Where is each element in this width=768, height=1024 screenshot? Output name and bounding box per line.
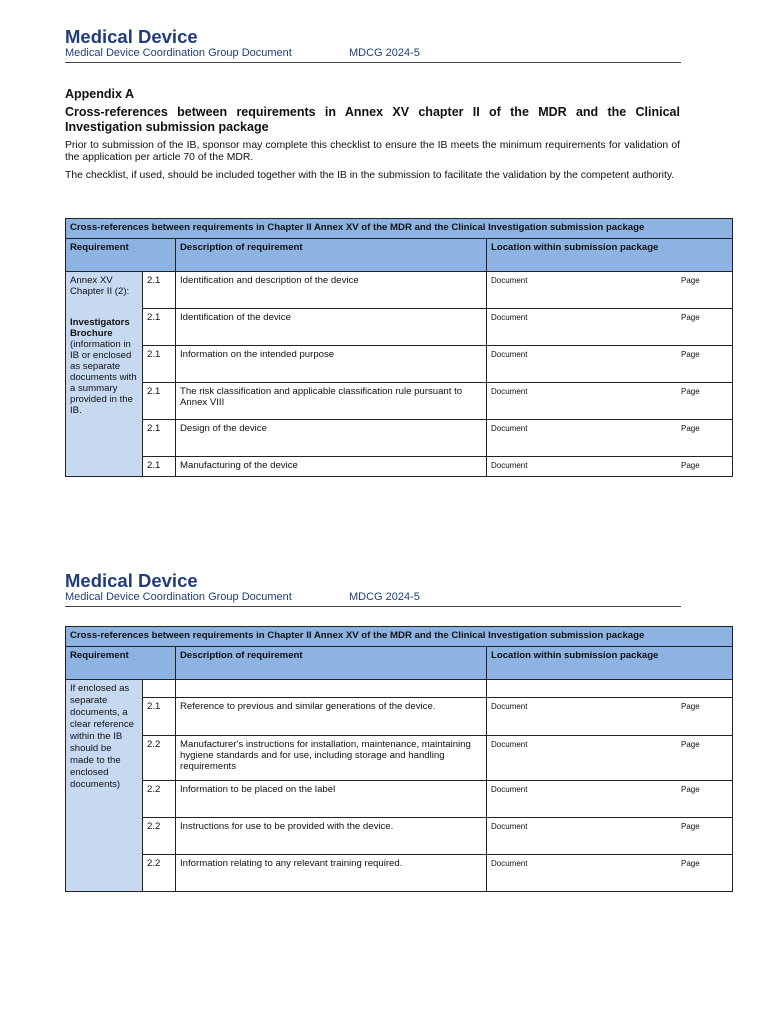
brand-title: Medical Device <box>65 26 198 47</box>
page-label: Page <box>681 702 700 711</box>
location-cell[interactable] <box>487 680 733 698</box>
requirement-description: The risk classification and applicable classification rule pursuant to Annex VIII <box>176 383 487 420</box>
appendix-label: Appendix A <box>65 87 134 101</box>
requirement-description: Instructions for use to be provided with the device. <box>176 818 487 855</box>
table-caption: Cross-references between requirements in Chapter II Annex XV of the MDR and the Clinical Investigation submission package <box>66 219 733 239</box>
annex-reference: Annex XV Chapter II (2): <box>70 275 130 297</box>
table-row <box>66 346 733 383</box>
header-subtitle: Medical Device Coordination Group Document <box>65 591 292 603</box>
document-label: Document <box>491 822 528 831</box>
page-label: Page <box>681 313 700 322</box>
location-cell[interactable] <box>487 736 733 781</box>
header-subline <box>65 591 681 603</box>
document-label: Document <box>491 276 528 285</box>
requirement-number: 2.2 <box>143 818 176 855</box>
page-label: Page <box>681 859 700 868</box>
col-requirement: Requirement <box>66 239 176 272</box>
requirement-description: Reference to previous and similar generations of the device. <box>176 698 487 736</box>
requirement-side-cell: If enclosed as separate documents, a clear reference within the IB should be made to the enclosed documents) <box>66 680 143 892</box>
col-description: Description of requirement <box>176 647 487 680</box>
location-cell[interactable] <box>487 781 733 818</box>
document-label: Document <box>491 313 528 322</box>
table-row <box>66 818 733 855</box>
location-cell[interactable] <box>487 818 733 855</box>
document-label: Document <box>491 740 528 749</box>
requirement-description <box>176 680 487 698</box>
requirement-number: 2.1 <box>143 457 176 477</box>
requirement-description: Identification and description of the device <box>176 272 487 309</box>
table-row <box>66 855 733 892</box>
col-description: Description of requirement <box>176 239 487 272</box>
page-label: Page <box>681 822 700 831</box>
requirement-description: Identification of the device <box>176 309 487 346</box>
location-cell[interactable] <box>487 855 733 892</box>
header-subline <box>65 47 681 59</box>
document-label: Document <box>491 702 528 711</box>
page-label: Page <box>681 350 700 359</box>
table-caption-row <box>66 627 733 647</box>
intro-paragraph: Prior to submission of the IB, sponsor may complete this checklist to ensure the IB meets the minimum requirements for validation of the application per article 70 of the MDR. <box>65 140 680 163</box>
header-doc-ref: MDCG 2024-5 <box>349 591 420 603</box>
requirement-description: Information relating to any relevant training required. <box>176 855 487 892</box>
table-row <box>66 383 733 420</box>
table-row <box>66 420 733 457</box>
table-row <box>66 781 733 818</box>
cross-reference-table-1 <box>65 218 733 477</box>
requirement-number: 2.2 <box>143 736 176 781</box>
requirement-number: 2.2 <box>143 781 176 818</box>
table-row <box>66 736 733 781</box>
requirement-number: 2.1 <box>143 420 176 457</box>
requirement-number: 2.2 <box>143 855 176 892</box>
table-header-row <box>66 647 733 680</box>
requirement-description: Manufacturer's instructions for installation, maintenance, maintaining hygiene standards and for use, including storage and handling requirements <box>176 736 487 781</box>
header-rule <box>65 606 681 607</box>
table-row <box>66 272 733 309</box>
location-cell[interactable] <box>487 383 733 420</box>
table-caption: Cross-references between requirements in Chapter II Annex XV of the MDR and the Clinical Investigation submission package <box>66 627 733 647</box>
location-cell[interactable] <box>487 420 733 457</box>
table-row <box>66 698 733 736</box>
document-label: Document <box>491 859 528 868</box>
header-doc-ref: MDCG 2024-5 <box>349 47 420 59</box>
table-header-row <box>66 239 733 272</box>
requirement-number: 2.1 <box>143 698 176 736</box>
requirement-number: 2.1 <box>143 272 176 309</box>
requirement-number <box>143 680 176 698</box>
checklist-paragraph: The checklist, if used, should be included together with the IB in the submission to facilitate the validation by the competent authority. <box>65 170 675 181</box>
page-label: Page <box>681 461 700 470</box>
requirement-number: 2.1 <box>143 309 176 346</box>
document-label: Document <box>491 461 528 470</box>
header-subtitle: Medical Device Coordination Group Document <box>65 47 292 59</box>
document-label: Document <box>491 785 528 794</box>
location-cell[interactable] <box>487 346 733 383</box>
cross-reference-table-2 <box>65 626 733 892</box>
table-row <box>66 457 733 477</box>
page-label: Page <box>681 387 700 396</box>
requirement-number: 2.1 <box>143 346 176 383</box>
header-rule <box>65 62 681 63</box>
requirement-number: 2.1 <box>143 383 176 420</box>
requirement-note: (information in IB or enclosed as separate documents with a summary provided in the IB. <box>70 339 137 416</box>
location-cell[interactable] <box>487 309 733 346</box>
requirement-description: Information to be placed on the label <box>176 781 487 818</box>
requirement-side-cell <box>66 272 143 477</box>
col-requirement: Requirement <box>66 647 176 680</box>
col-location: Location within submission package <box>487 239 733 272</box>
table-caption-row <box>66 219 733 239</box>
document-label: Document <box>491 424 528 433</box>
table-row <box>66 680 733 698</box>
requirement-description: Manufacturing of the device <box>176 457 487 477</box>
document-label: Document <box>491 350 528 359</box>
page-label: Page <box>681 740 700 749</box>
page-label: Page <box>681 424 700 433</box>
brand-title: Medical Device <box>65 570 198 591</box>
col-location: Location within submission package <box>487 647 733 680</box>
location-cell[interactable] <box>487 457 733 477</box>
appendix-heading: Cross-references between requirements in Annex XV chapter II of the MDR and the Clinical Investigation submission package <box>65 105 680 134</box>
document-label: Document <box>491 387 528 396</box>
page-label: Page <box>681 276 700 285</box>
table-row <box>66 309 733 346</box>
location-cell[interactable] <box>487 698 733 736</box>
requirement-description: Information on the intended purpose <box>176 346 487 383</box>
investigators-brochure-label: Investigators Brochure <box>70 317 130 339</box>
location-cell[interactable] <box>487 272 733 309</box>
requirement-description: Design of the device <box>176 420 487 457</box>
page-label: Page <box>681 785 700 794</box>
